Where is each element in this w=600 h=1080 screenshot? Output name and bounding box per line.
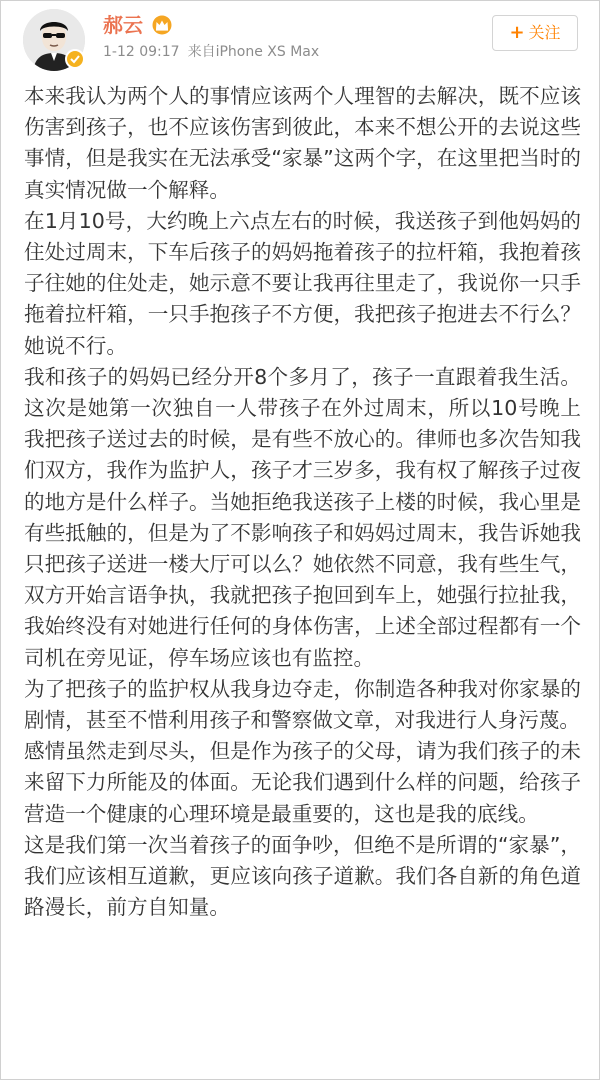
post-header bbox=[1, 1, 600, 77]
post-source: 来自iPhone XS Max bbox=[187, 44, 320, 60]
post-time[interactable]: 1-12 09:17 bbox=[103, 44, 180, 60]
follow-button[interactable] bbox=[492, 15, 578, 51]
post-content bbox=[24, 81, 581, 923]
plus-icon: + bbox=[509, 22, 525, 43]
post-paragraph: 这是我们第一次当着孩子的面争吵，但绝不是所谓的“家暴”，我们应该相互道歉，更应该向孩子道歉。我们各自新的角色道路漫长，前方自知量。 bbox=[24, 832, 581, 920]
post-paragraph: 我和孩子的妈妈已经分开8个多月了，孩子一直跟着我生活。这次是她第一次独自一人带孩子在外过周末，所以10号晚上我把孩子送过去的时候，是有些不放心的。律师也多次告知我们双方，我作为监护人，孩子才三岁多，我有权了解孩子过夜的地方是什么样子。当她拒绝我送孩子上楼的时候，我心里是有些抵触的，但是为了不影响孩子和妈妈过周末，我告诉她我只把孩子送进一楼大厅可以么？她依然不同意，我有些生气，双方开始言语争执，我就把孩子抱回到车上，她强行拉扯我，我始终没有对她进行任何的身体伤害，上述全部过程都有一个司机在旁见证，停车场应该也有监控。 bbox=[24, 364, 581, 670]
post-meta bbox=[103, 43, 319, 61]
post-paragraph: 在1月10号，大约晚上六点左右的时候，我送孩子到他妈妈的住处过周末，下车后孩子的妈妈拖着孩子的拉杆箱，我抱着孩子往她的住处走，她示意不要让我再往里走了，我说你一只手拖着拉杆箱，一只手抱孩子不方便，我把孩子抱进去不行么？她说不行。 bbox=[24, 208, 581, 358]
follow-label: 关注 bbox=[528, 23, 561, 42]
post-paragraph: 为了把孩子的监护权从我身边夺走，你制造各种我对你家暴的剧情，甚至不惜利用孩子和警察做文章，对我进行人身污蔑。 bbox=[24, 676, 581, 733]
crown-icon bbox=[151, 15, 173, 35]
verified-badge-icon bbox=[65, 49, 85, 69]
post-paragraph: 感情虽然走到尽头，但是作为孩子的父母，请为我们孩子的未来留下力所能及的体面。无论我们遇到什么样的问题，给孩子营造一个健康的心理环境是最重要的，这也是我的底线。 bbox=[24, 739, 581, 826]
post-paragraph: 本来我认为两个人的事情应该两个人理智的去解决，既不应该伤害到孩子，也不应该伤害到彼此，本来不想公开的去说这些事情，但是我实在无法承受“家暴”这两个字，在这里把当时的真实情况做一个解释。 bbox=[24, 84, 581, 202]
username[interactable]: 郝云 bbox=[103, 13, 143, 37]
